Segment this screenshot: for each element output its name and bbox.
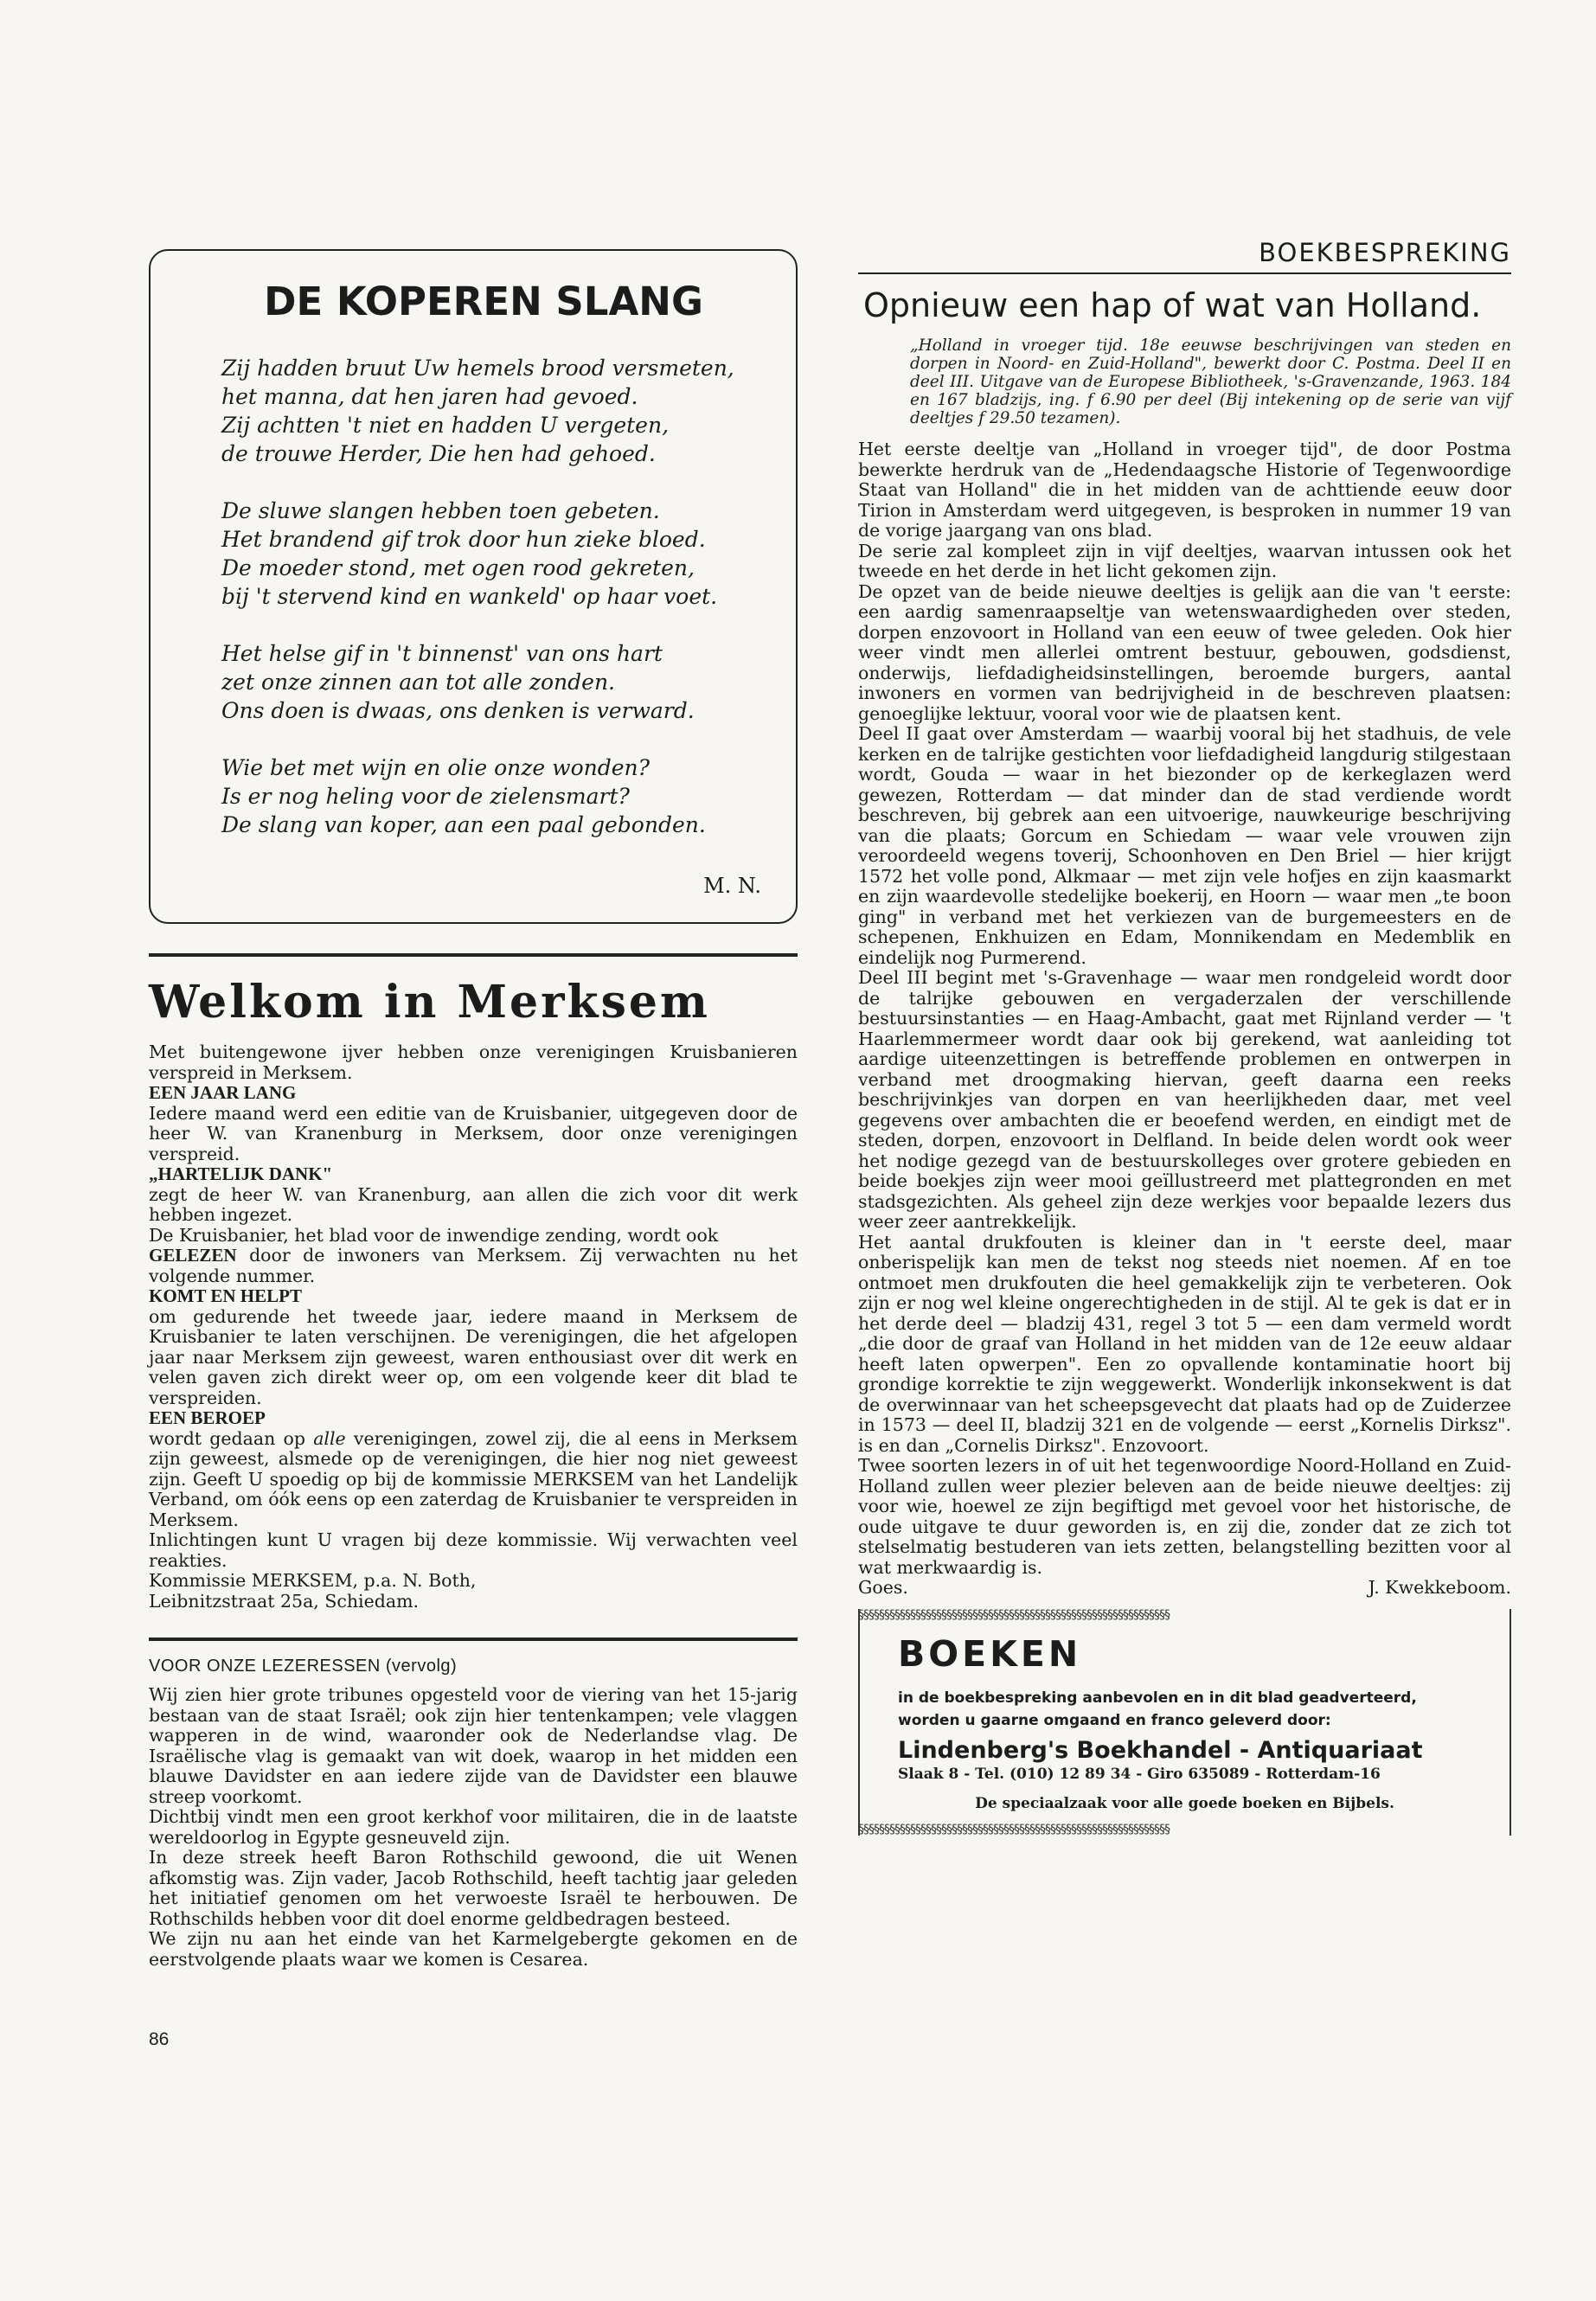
ad-text: in de boekbespreking aanbevolen en in dit blad geadverteerd, worden u gaarne omgaand en franco geleverd door: [898,1689,1417,1729]
ornament-border: §§§§§§§§§§§§§§§§§§§§§§§§§§§§§§§§§§§§§§§§§§§§§§§§§§§§§§§§§§§§ [858,1608,1170,1621]
review-signature [858,1578,1511,1599]
paragraph [149,1429,798,1531]
paragraph: De serie zal kompleet zijn in vijf deeltjes, waarvan intussen ook het tweede en het derde in het licht gekomen zijn. [858,540,1511,581]
paragraph: Inlichtingen kunt U vragen bij deze kommissie. Wij verwachten veel reakties. [149,1529,798,1571]
signature-line: Kommissie MERKSEM, p.a. N. Both, [149,1570,477,1591]
paragraph-text: wordt gedaan op [149,1427,305,1449]
subheading: „HARTELIJK DANK" [149,1163,333,1184]
ad-title: BOEKEN [898,1632,1082,1675]
poem-line: Het brandend gif trok door hun zieke bloed. [221,527,706,552]
paragraph: Iedere maand werd een editie van de Kruisbanier, uitgegeven door de heer W. van Kranenburg in Merksem, door onze verenigingen verspreid. [149,1102,798,1164]
paragraph-text: door de inwoners van Merksem. Zij verwachten nu het volgende nummer. [149,1245,798,1286]
left-column [149,249,798,1970]
subheading: KOMT EN HELPT [149,1285,302,1306]
paragraph: Het aantal drukfouten is kleiner dan in 't eerste deel, maar onberispelijk kan men de tekst nog steeds niet noemen. Af en toe ontmoet men drukfouten die heel gemakkelijk zijn te verbeteren. Ook zijn er nog wel kleine ongerechtigheden in de stijl. Al te gek is dat er in het derde deel — bladzij 431, regel 3 tot 5 — een dam vermeld wordt „die door de graaf van Holland in het midden van de 12e eeuw aldaar heeft laten opwerpen". Een zo opvallende kontaminatie hoort bij grondige korrektie te zijn weggewerkt. Wonderlijk inkonsekwent is dat de overwinnaar van het scheepsgevecht dat plaats had op de Zuiderzee in 1573 — deel II, bladzij 321 en de volgende — eerst „Kornelis Dirksz". is en dan „Cornelis Dirksz". Enzovoort. [858,1231,1511,1456]
poem-stanza [221,753,766,839]
poem-stanza [221,639,766,725]
review-article [858,439,1511,1599]
lezeressen-heading: VOOR ONZE LEZERESSEN (vervolg) [149,1657,458,1676]
poem-line: Zij hadden bruut Uw hemels brood versmeten, [221,356,734,381]
poem-box [149,249,798,924]
paragraph-text: verenigingen, zowel zij, die al eens in Merksem zijn geweest, alsmede op de verenigingen, die hier nog niet geweest zijn. Geeft U spoedig op bij de kommissie MERKSEM van het Landelijk Verband, om óók eens op een zaterdag de Kruisbanier te verspreiden in Merksem. [149,1427,798,1530]
emphasis: alle [313,1427,346,1449]
paragraph: Deel III begint met 's-Gravenhage — waar men rondgeleid wordt door de talrijke gebouwen en vergaderzalen der verschillende bestuursinstanties — en Haag-Ambacht, gaat met Rijnland verder — 't Haarlemmermeer wordt daar ook bij gerekend, wat aanleiding tot aardige uiteenzettingen is betreffende problemen en ontwerpen in verband met droogmaking hiervan, geeft daarna een reeks beschrijvinkjes van dorpen en van heerlijkheden daar, met veel gegevens over ambachten die er beoefend werden, en eindigt met de steden, dorpen, enzovoort in Delfland. In beide delen wordt ook weer het nodige gezegd van de bestuurskolleges over grotere gebieden en beide boekjes zijn weer mooi geïllustreerd met plattegronden en met stadsgezichten. Als geheel zijn deze werkjes voor bepaalde lezers dus weer zeer aantrekkelijk. [858,967,1511,1232]
ad-address: Slaak 8 - Tel. (010) 12 89 34 - Giro 635089 - Rotterdam-16 [898,1765,1381,1783]
poem-line: zet onze zinnen aan tot alle zonden. [221,670,615,695]
paragraph: Twee soorten lezers in of uit het tegenwoordige Noord-Holland en Zuid-Holland zullen weer plezier beleven aan de beide nieuwe deeltjes: zij voor wie, hoewel ze zijn begiftigd met gevoel voor het historische, de oude uitgave te duur geworden is, en zij die, zonder dat ze zich tot stelselmatig bestuderen van iets zetten, belangstelling bezitten voor al wat merkwaardig is. [858,1455,1511,1578]
welkom-article [149,1042,798,1612]
paragraph: Wij zien hier grote tribunes opgesteld voor de viering van het 15-jarig bestaan van de staat Israël; ook zijn hier tentenkampen; vele vlaggen wapperen in de wind, waaronder ook de Nederlandse vlag. De Israëlische vlag is gemaakt van wit doek, waarop in het midden een blauwe Davidster en aan iedere zijde van de Davidster een blauwe streep voorkomt. [149,1684,798,1807]
paragraph [149,1246,798,1286]
signature-line: Leibnitzstraat 25a, Schiedam. [149,1590,420,1612]
poem-line: de trouwe Herder, Die hen had gehoed. [221,441,656,466]
ornament-border: §§§§§§§§§§§§§§§§§§§§§§§§§§§§§§§§§§§§§§§§§§§§§§§§§§§§§§§§§§§§ [858,1823,1170,1836]
poem-line: De sluwe slangen hebben toen gebeten. [221,498,660,523]
page-number: 86 [149,2029,170,2049]
poem-line: het manna, dat hen jaren had gevoed. [221,384,638,409]
poem-line: bij 't stervend kind en wankeld' op haar voet. [221,584,718,609]
divider [149,1638,798,1641]
lezeressen-article [149,1685,798,1970]
poem-line: Zij achtten 't niet en hadden U vergeten, [221,413,670,438]
poem-line: De slang van koper, aan een paal gebonden. [221,812,706,837]
poem-line: De moeder stond, met ogen rood gekreten, [221,555,695,580]
paragraph: om gedurende het tweede jaar, iedere maand in Merksem de Kruisbanier te laten verschijnen. De verenigingen, die het afgelopen jaar naar Merksem zijn geweest, waren enthousiast over dit werk en velen gaven zich direkt weer op, om een volgende keer dit blad te verspreiden. [149,1305,798,1408]
poem-line: Is er nog heling voor de zielensmart? [221,784,630,809]
review-title: Opnieuw een hap of wat van Holland. [863,286,1482,324]
ad-shop-name: Lindenberg's Boekhandel - Antiquariaat [898,1736,1423,1764]
paragraph: Dichtbij vindt men een groot kerkhof voor militairen, die in de laatste wereldoorlog in Egypte gesneuveld zijn. [149,1806,798,1848]
subheading: EEN BEROEP [149,1407,266,1428]
ad-slogan: De speciaalzaak voor alle goede boeken en Bijbels. [975,1794,1394,1812]
paragraph: Het eerste deeltje van „Holland in vroeger tijd", de door Postma bewerkte herdruk van de „Hedendaagsche Historie of Tegenwoordige Staat van Holland" die in het midden van de achttiende eeuw door Tirion in Amsterdam werd uitgegeven, is besproken in nummer 19 van de vorige jaargang van ons blad. [858,439,1511,541]
paragraph: In deze streek heeft Baron Rothschild gewoond, die uit Wenen afkomstig was. Zijn vader, Jacob Rothschild, heeft tachtig jaar geleden het initiatief genomen om het verwoeste Israël te herbouwen. De Rothschilds hebben voor dit doel enorme geldbedragen besteed. [149,1847,798,1929]
paragraph: Deel II gaat over Amsterdam — waarbij vooral bij het stadhuis, de vele kerken en de talrijke gestichten voor liefdadigheid langdurig stilgestaan wordt, Gouda — waar in het biezonder op de kerkeglazen werd gewezen, Rotterdam — dat minder dan de stad verdiende wordt beschreven, bij gebrek aan een uitvoerige, nauwkeurige beschrijving van die plaats; Gorcum en Schiedam — waar vele vrouwen zijn veroordeeld wegens toverij, Schoonhoven en Den Briel — hier krijgt 1572 het volle pond, Alkmaar — met zijn vele hofjes en zijn kaasmarkt en zijn waardevolle stedelijke boekerij, en Hoorn — waar men „te boon ging" in verband met het verkiezen van de burgemeesters en de schepenen, Enkhuizen en Edam, Monnikendam en Medemblik en eindelijk nog Purmerend. [858,723,1511,968]
divider [149,953,798,957]
paragraph: We zijn nu aan het einde van het Karmelgebergte gekomen en de eerstvolgende plaats waar we komen is Cesarea. [149,1928,798,1970]
right-column [858,238,1511,1836]
poem-line: Het helse gif in 't binnenst' van ons hart [221,641,663,666]
ad-content [860,1609,1509,1812]
review-bibliography: „Holland in vroeger tijd. 18e eeuwse beschrijvingen van steden en dorpen in Noord- en Zuid-Holland", bewerkt door C. Postma. Deel II en deel III. Uitgave van de Europese Bibliotheek, 's-Gravenzande, 1963. 184 en 167 bladzijs, ing. f 6.90 per deel (Bij intekening op de serie van vijf deeltjes f 29.50 tezamen). [910,336,1511,427]
poem-stanza [221,497,766,611]
section-label: BOEKBESPREKING [858,238,1511,274]
welkom-title: Welkom in Merksem [149,976,710,1029]
paragraph: zegt de heer W. van Kranenburg, aan allen die zich voor dit werk hebben ingezet. [149,1183,798,1225]
poem-signature: M. N. [703,874,761,898]
poem-stanza [221,354,766,468]
poem-line: Ons doen is dwaas, ons denken is verward. [221,698,695,723]
paragraph: Met buitengewone ijver hebben onze verenigingen Kruisbanieren verspreid in Merksem. [149,1042,798,1083]
paragraph: De Kruisbanier, het blad voor de inwendige zending, wordt ook [149,1224,719,1246]
bookshop-advertisement [858,1609,1511,1836]
review-author: J. Kwekkeboom. [1368,1577,1511,1598]
poem-line: Wie bet met wijn en olie onze wonden? [221,755,651,780]
subheading: EEN JAAR LANG [149,1082,297,1103]
review-place: Goes. [858,1577,908,1598]
paragraph: De opzet van de beide nieuwe deeltjes is gelijk aan die van 't eerste: een aardig samenraapseltje van wetenswaardigheden over steden, dorpen enzovoort in Holland van een eeuw of twee geleden. Ook hier weer vindt men allerlei omtrent bestuur, gebouwen, godsdienst, onderwijs, liefdadigheidsinstellingen, beroemde burgers, aantal inwoners en vormen van bedrijvigheid in de beschreven plaatsen: genoeglijke lektuur, vooral voor wie de plaatsen kent. [858,580,1511,724]
poem-title: DE KOPEREN SLANG [264,279,703,324]
inline-heading: GELEZEN [149,1245,237,1266]
